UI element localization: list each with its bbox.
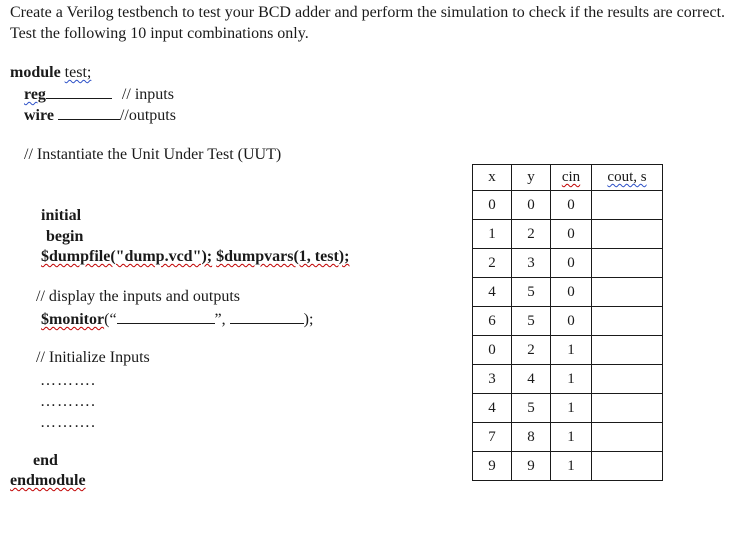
display-comment: // display the inputs and outputs [36,288,240,305]
cell-cout-s [592,452,663,481]
cell-x: 7 [473,423,512,452]
placeholder-dots-3: ………. [40,414,96,431]
cell-cin: 1 [551,365,592,394]
table-row [473,336,663,365]
module-keyword: module [10,64,61,81]
cell-y: 5 [512,278,551,307]
reg-comment: // inputs [121,86,174,103]
monitor-open: (“ [104,311,117,328]
monitor-line [41,309,313,330]
table-row [473,307,663,336]
wire-keyword: wire [24,107,54,124]
cell-cout-s [592,336,663,365]
header-y: y [512,165,551,191]
test-vector-table [472,164,663,481]
table-row [473,191,663,220]
table-row [473,423,663,452]
table-row [473,278,663,307]
placeholder-dots-2: ………. [40,393,96,410]
cell-y: 0 [512,191,551,220]
end-keyword: end [33,452,58,469]
reg-line [24,84,174,105]
cell-y: 3 [512,249,551,278]
cell-cin: 0 [551,307,592,336]
cell-cin: 1 [551,336,592,365]
cell-x: 0 [473,191,512,220]
table-row [473,365,663,394]
module-declaration [10,63,91,83]
reg-keyword: reg [24,86,46,103]
cell-x: 4 [473,394,512,423]
dumpfile-call: $dumpfile("dump.vcd"); [41,248,213,265]
cell-cin: 0 [551,249,592,278]
cell-cin: 1 [551,394,592,423]
table-row [473,394,663,423]
cell-y: 2 [512,336,551,365]
cell-cin: 1 [551,452,592,481]
cell-y: 5 [512,394,551,423]
initial-keyword: initial [41,207,82,224]
wire-blank [58,105,120,120]
wire-line [24,105,176,126]
cell-cout-s [592,365,663,394]
cell-cin: 1 [551,423,592,452]
cell-cout-s [592,220,663,249]
monitor-close-quote: ”, [214,311,226,328]
reg-blank [46,84,112,99]
header-x: x [473,165,512,191]
module-name: test; [64,64,92,81]
monitor-keyword: $monitor [41,311,105,328]
cell-cout-s [592,394,663,423]
monitor-format-blank [117,309,215,324]
cell-cout-s [592,191,663,220]
wire-comment: //outputs [119,107,176,124]
cell-x: 6 [473,307,512,336]
cell-x: 1 [473,220,512,249]
cell-x: 0 [473,336,512,365]
cell-y: 8 [512,423,551,452]
cell-cout-s [592,307,663,336]
instantiate-comment: // Instantiate the Unit Under Test (UUT) [24,146,282,163]
monitor-args-blank [230,309,304,324]
table-header-row [473,165,663,191]
monitor-end: ); [303,311,314,328]
cell-y: 5 [512,307,551,336]
cell-x: 2 [473,249,512,278]
cell-cout-s [592,249,663,278]
cell-cin: 0 [551,278,592,307]
table-row [473,452,663,481]
cell-y: 2 [512,220,551,249]
cell-cout-s [592,278,663,307]
header-cout-s: cout, s [592,165,663,191]
problem-statement: Create a Verilog testbench to test your BCD adder and perform the simulation to check if the results are correct. Test the following 10 input combinations only. [10,4,726,42]
cell-x: 3 [473,365,512,394]
endmodule-keyword: endmodule [10,472,86,489]
cell-y: 9 [512,452,551,481]
cell-cin: 0 [551,191,592,220]
begin-keyword: begin [46,228,84,245]
header-cin: cin [551,165,592,191]
table-row [473,249,663,278]
cell-x: 9 [473,452,512,481]
cell-cin: 0 [551,220,592,249]
cell-cout-s [592,423,663,452]
dumpvars-call: $dumpvars(1, test); [216,248,350,265]
dump-line [41,247,349,267]
cell-y: 4 [512,365,551,394]
placeholder-dots-1: ………. [40,372,96,389]
init-comment: // Initialize Inputs [36,349,150,366]
cell-x: 4 [473,278,512,307]
table-row [473,220,663,249]
